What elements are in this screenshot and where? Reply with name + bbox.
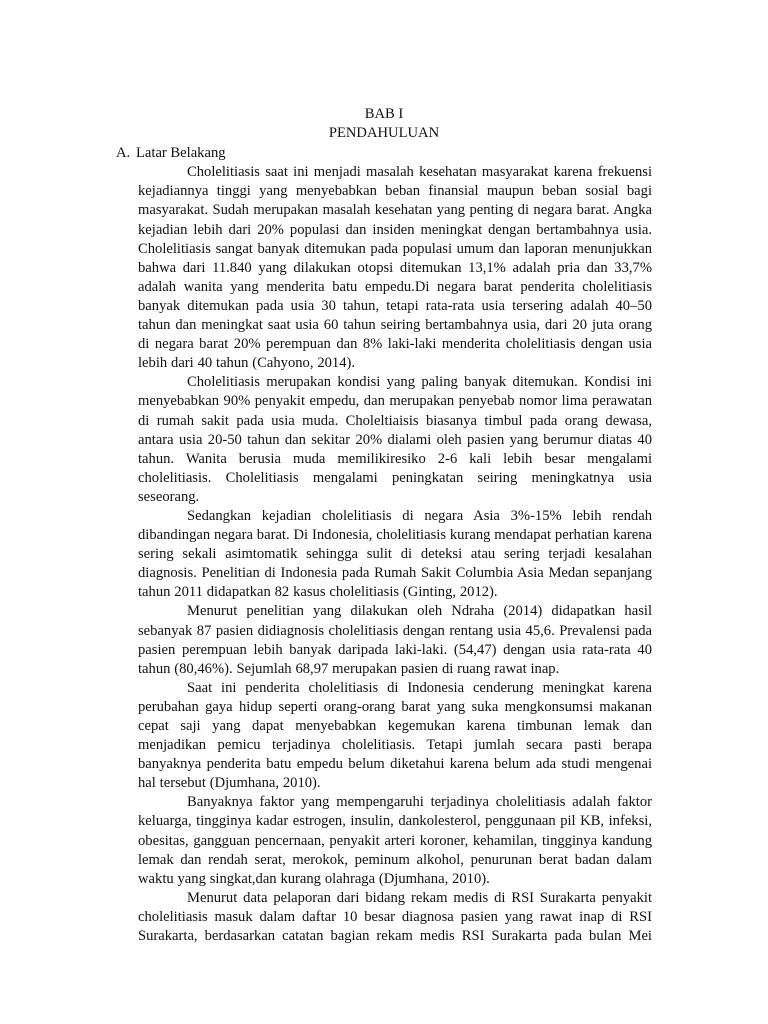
paragraph: Cholelitiasis saat ini menjadi masalah kesehatan masyarakat karena frekuensi kejadiannya tinggi yang menyebabkan beban finansial maupun beban sosial bagi masyarakat. Sudah merupakan masalah kesehatan yang penting di negara barat. Angka kejadian lebih dari 20% populasi dan insiden meningkat dengan bertambahnya usia. Cholelitiasis sangat banyak ditemukan pada populasi umum dan laporan menunjukkan bahwa dari 11.840 yang dilakukan otopsi ditemukan 13,1% adalah pria dan 33,7% adalah wanita yang menderita batu empedu.Di negara barat penderita cholelitiasis banyak ditemukan pada usia 30 tahun, tetapi rata-rata usia tersering adalah 40–50 tahun dan meningkat saat usia 60 tahun seiring bertambahnya usia, dari 20 juta orang di negara barat 20% perempuan dan 8% laki-laki menderita cholelitiasis dengan usia lebih dari 40 tahun (Cahyono, 2014). bbox=[138, 164, 652, 372]
paragraph: Saat ini penderita cholelitiasis di Indonesia cenderung meningkat karena perubahan gaya hidup seperti orang-orang barat yang suka mengkonsumsi makanan cepat saji yang dapat menyebabkan kegemukan karena timbunan lemak dan menjadikan pemicu terjadinya cholelitiasis. Tetapi jumlah secara pasti berapa banyaknya penderita batu empedu belum diketahui karena belum ada studi mengenai hal tersebut (Djumhana, 2010). bbox=[138, 679, 652, 792]
paragraph: Banyaknya faktor yang mempengaruhi terjadinya cholelitiasis adalah faktor keluarga, tingginya kadar estrogen, insulin, dankolesterol, penggunaan pil KB, infeksi, obesitas, gangguan pencernaan, penyakit arteri koroner, kehamilan, tingginya kandung lemak dan rendah serat, merokok, peminum alkohol, penurunan berat badan dalam waktu yang singkat,dan kurang olahraga (Djumhana, 2010). bbox=[138, 794, 652, 887]
chapter-number: BAB I bbox=[364, 106, 404, 122]
paragraph: Cholelitiasis merupakan kondisi yang paling banyak ditemukan. Kondisi ini menyebabkan 90% penyakit empedu, dan merupakan penyebab nomor lima perawatan di rumah sakit pada usia muda. Choleltiaisis biasanya timbul pada orang dewasa, antara usia 20-50 tahun dan sekitar 20% dialami oleh pasien yang berumur diatas 40 tahun. Wanita berusia muda memilikiresiko 2-6 kali lebih besar mengalami cholelitiasis. Cholelitiasis mengalami peningkatan seiring meningkatnya usia seseorang. bbox=[138, 374, 652, 505]
section-heading bbox=[116, 144, 652, 163]
paragraph: Menurut penelitian yang dilakukan oleh Ndraha (2014) didapatkan hasil sebanyak 87 pasien didiagnosis cholelitiasis dengan rentang usia 45,6. Prevalensi pada pasien perempuan lebih banyak daripada laki-laki. (54,47) dengan usia rata-rata 40 tahun (80,46%). Sejumlah 68,97 merupakan pasien di ruang rawat inap. bbox=[138, 603, 652, 677]
paragraph: Sedangkan kejadian cholelitiasis di negara Asia 3%-15% lebih rendah dibandingan negara barat. Di Indonesia, cholelitiasis kurang mendapat perhatian karena sering sekali asimtomatik sehingga sulit di deteksi atau sering terjadi kesalahan diagnosis. Penelitian di Indonesia pada Rumah Sakit Columbia Asia Medan sepanjang tahun 2011 didapatkan 82 kasus cholelitiasis (Ginting, 2012). bbox=[138, 507, 652, 601]
document-page bbox=[116, 105, 652, 946]
chapter-title: PENDAHULUAN bbox=[328, 125, 440, 142]
section-title: Latar Belakang bbox=[136, 145, 226, 162]
paragraph: Menurut data pelaporan dari bidang rekam medis di RSI Surakarta penyakit cholelitiasis masuk dalam daftar 10 besar diagnosa pasien yang rawat inap di RSI Surakarta, berdasarkan catatan bagian rekam medis RSI Surakarta pada bulan Mei bbox=[138, 889, 652, 945]
body-text bbox=[116, 163, 652, 946]
section-letter: A. bbox=[116, 145, 131, 162]
